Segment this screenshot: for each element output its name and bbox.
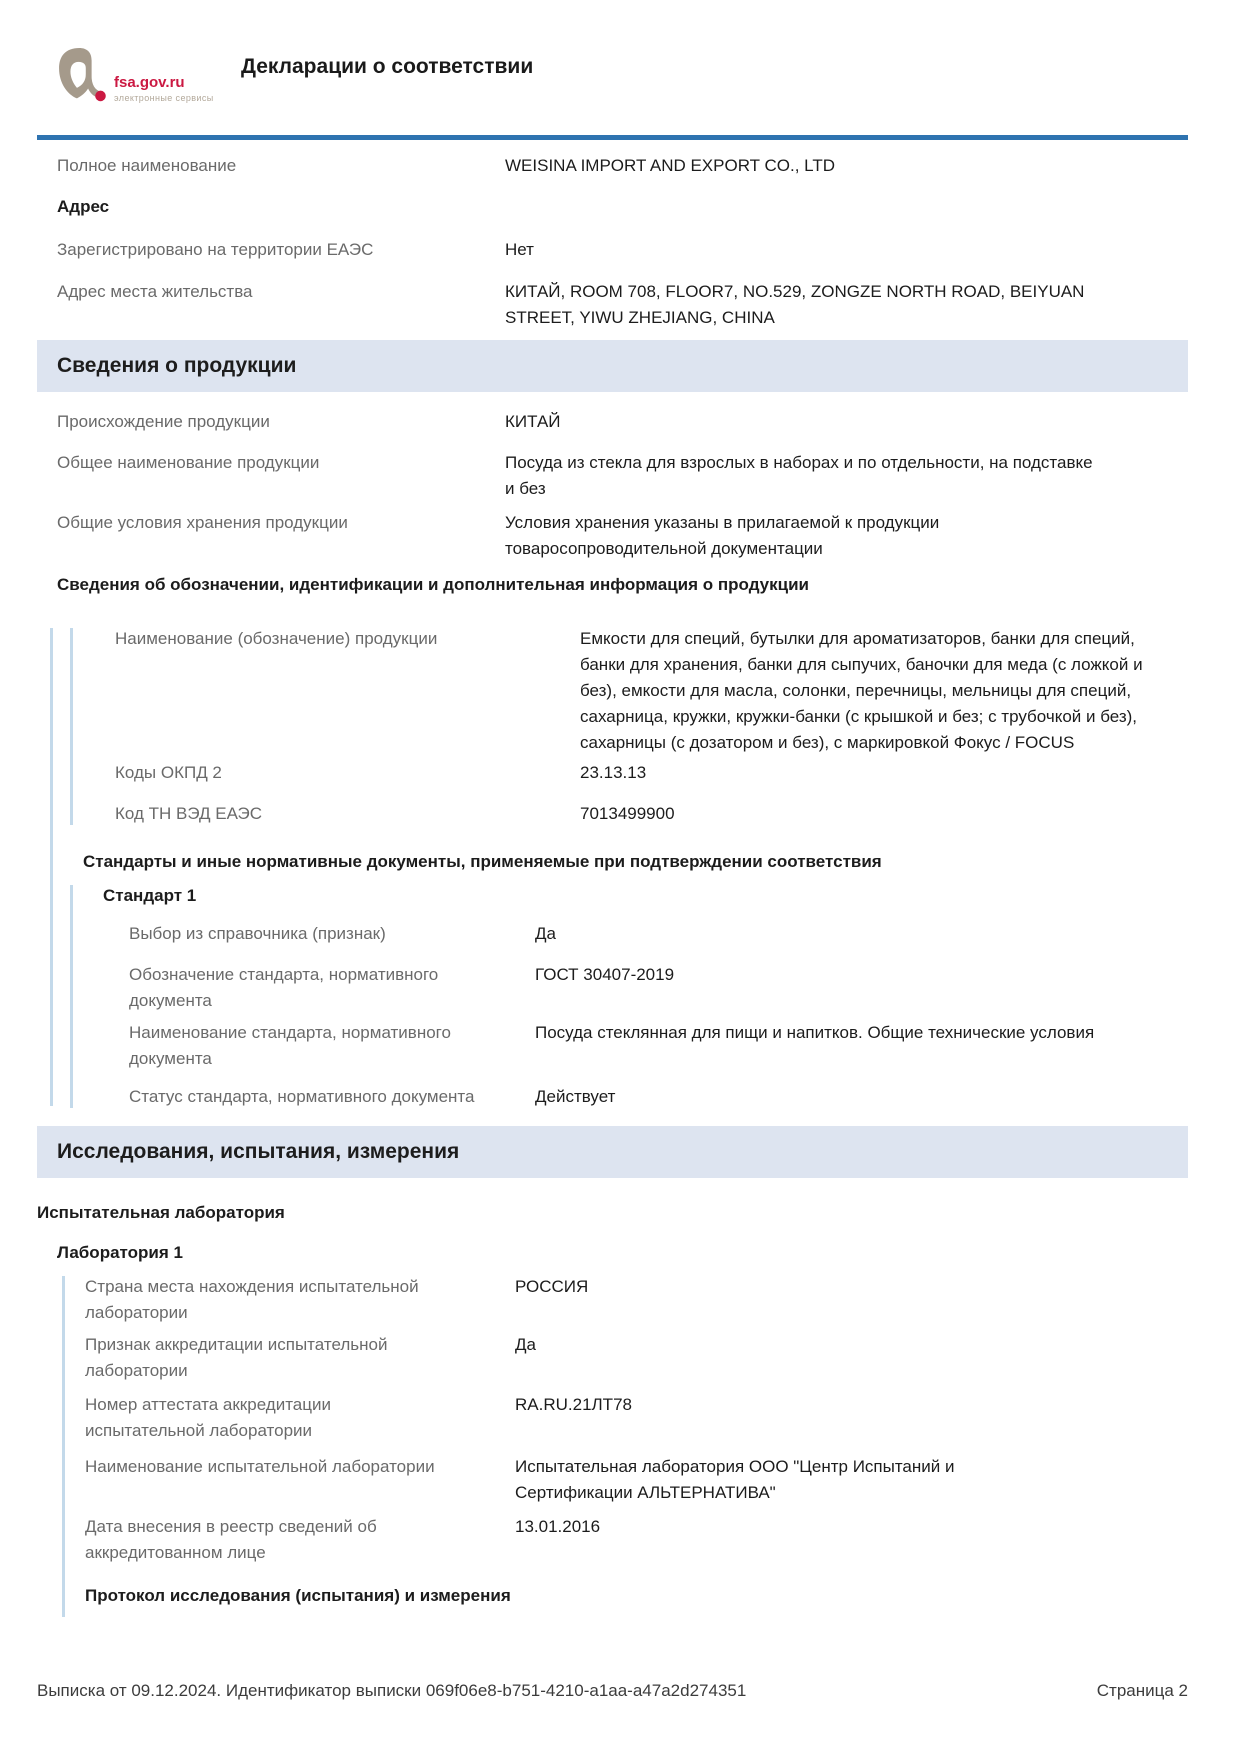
row-full-name [37, 153, 1188, 179]
fsa-logo-text [114, 75, 214, 103]
field-label: Зарегистрировано на территории ЕАЭС [57, 240, 374, 259]
row-designation [103, 962, 1188, 1014]
field-label: Страна места нахождения испытательной лаборатории [85, 1277, 419, 1322]
field-label: Выбор из справочника (признак) [129, 924, 386, 943]
field-value: Да [515, 1335, 536, 1354]
row-product-name [115, 626, 1188, 756]
fsa-tagline: электронные сервисы [114, 93, 214, 103]
field-value: Емкости для специй, бутылки для ароматизаторов, банки для специй, банки для хранения, банки для сыпучих, баночки для меда (с ложкой и без), емкости для масла, солонки, перечницы, мельницы для специй, сахарница, кружки, кружки-банки (с крышкой и без; с трубочкой и без), сахарницы (с дозатором и без), с маркировкой Фокус / FOCUS [580, 629, 1143, 752]
lab-1-title: Лаборатория 1 [57, 1243, 183, 1262]
row-from-directory [103, 921, 1188, 947]
fsa-brand: fsa.gov.ru [114, 74, 185, 91]
row-okpd2 [115, 760, 1188, 786]
field-label: Общее наименование продукции [57, 453, 320, 472]
field-label: Полное наименование [57, 156, 237, 175]
field-label: Код ТН ВЭД ЕАЭС [115, 804, 263, 823]
field-label: Наименование (обозначение) продукции [115, 629, 438, 648]
field-value: КИТАЙ, ROOM 708, FLOOR7, NO.529, ZONGZE NORTH ROAD, BEIYUAN STREET, YIWU ZHEJIANG, CHINA [505, 282, 1085, 327]
row-common-name [37, 450, 1188, 502]
protocol-heading: Протокол исследования (испытания) и измерения [85, 1586, 511, 1605]
field-label: Признак аккредитации испытательной лаборатории [85, 1335, 388, 1380]
row-registered-eaeu [37, 237, 1188, 263]
standards-heading: Стандарты и иные нормативные документы, применяемые при подтверждении соответствия [83, 852, 882, 871]
row-storage-conditions [37, 510, 1188, 562]
row-lab-registry-date [85, 1514, 1188, 1566]
row-standard-name [103, 1020, 1188, 1072]
field-value: RA.RU.21ЛТ78 [515, 1395, 632, 1414]
lab-heading: Испытательная лаборатория [37, 1203, 285, 1222]
field-value: Посуда стеклянная для пищи и напитков. Общие технические условия [535, 1023, 1095, 1042]
field-value: Да [535, 924, 556, 943]
page-title: Декларации о соответствии [241, 55, 534, 78]
row-standard-status [103, 1084, 1188, 1110]
section-band-research: Исследования, испытания, измерения [37, 1126, 1188, 1178]
field-value: 13.01.2016 [515, 1517, 601, 1536]
identification-heading: Сведения об обозначении, идентификации и дополнительная информация о продукции [57, 575, 810, 594]
field-value: Посуда из стекла для взрослых в наборах и по отдельности, на подставке и без [505, 453, 1093, 498]
field-label: Коды ОКПД 2 [115, 763, 222, 782]
row-lab-accreditation-flag [85, 1332, 1188, 1384]
address-heading: Адрес [57, 197, 110, 216]
field-label: Наименование стандарта, нормативного документа [129, 1023, 451, 1068]
field-value: Испытательная лаборатория ООО "Центр Испытаний и Сертификации АЛЬТЕРНАТИВА" [515, 1457, 955, 1502]
field-value: ГОСТ 30407-2019 [535, 965, 675, 984]
field-label: Происхождение продукции [57, 412, 270, 431]
identification-fields [37, 626, 1188, 827]
field-label: Адрес места жительства [57, 282, 253, 301]
field-value: РОССИЯ [515, 1277, 589, 1296]
identification-block [37, 626, 1188, 1110]
field-value: Условия хранения указаны в прилагаемой к продукции товаросопроводительной документации [505, 513, 940, 558]
row-residence-address [37, 279, 1188, 331]
row-tnved [115, 801, 1188, 827]
fsa-emblem-icon [55, 45, 107, 108]
header-divider [37, 135, 1188, 140]
row-lab-name [85, 1454, 1188, 1506]
fsa-logo [55, 45, 225, 108]
standard-1-block [37, 883, 1188, 1110]
page-number: Страница 2 [1096, 1681, 1188, 1700]
field-value: WEISINA IMPORT AND EXPORT CO., LTD [505, 156, 835, 175]
lab-1-block [37, 1274, 1188, 1617]
section-band-product: Сведения о продукции [37, 340, 1188, 392]
document-header [37, 45, 1188, 109]
extract-info: Выписка от 09.12.2024. Идентификатор выписки 069f06e8-b751-4210-a1aa-a47a2d274351 [37, 1681, 747, 1700]
field-value: Нет [505, 240, 534, 259]
row-lab-country [85, 1274, 1188, 1326]
field-label: Общие условия хранения продукции [57, 513, 348, 532]
field-label: Обозначение стандарта, нормативного документа [129, 965, 439, 1010]
field-label: Наименование испытательной лаборатории [85, 1457, 435, 1476]
field-label: Дата внесения в реестр сведений об аккредитованном лице [85, 1517, 377, 1562]
field-value: КИТАЙ [505, 412, 561, 431]
field-value: Действует [535, 1087, 616, 1106]
field-label: Номер аттестата аккредитации испытательной лаборатории [85, 1395, 331, 1440]
row-lab-accreditation-number [85, 1392, 1188, 1444]
field-value: 23.13.13 [580, 763, 647, 782]
standard-1-title: Стандарт 1 [103, 886, 197, 905]
page-footer [37, 1681, 1188, 1701]
row-origin [37, 409, 1188, 435]
field-label: Статус стандарта, нормативного документа [129, 1087, 475, 1106]
field-value: 7013499900 [580, 804, 675, 823]
